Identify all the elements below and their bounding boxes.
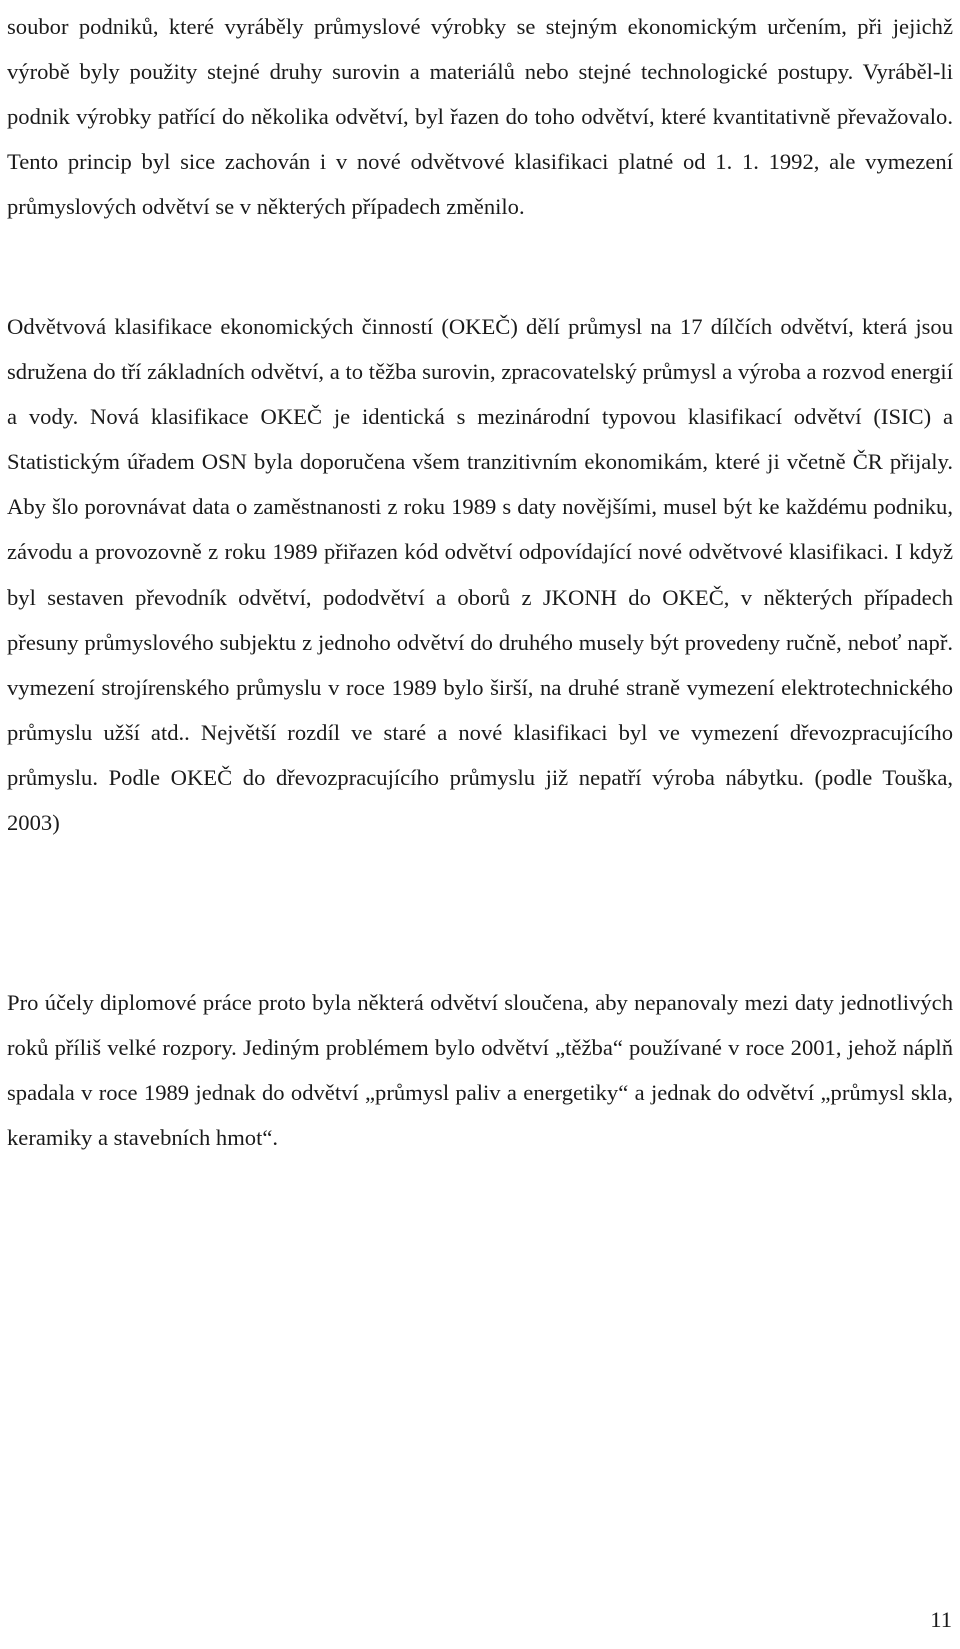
paragraph-thesis-merging-sectors: Pro účely diplomové práce proto byla některá odvětví sloučena, aby nepanovaly mezi daty jednotlivých roků příliš velké rozpory. Jediným problémem bylo odvětví „těžba“ používané v roce 2001, jehož náplň spadala v roce 1989 jednak do odvětví „průmysl paliv a energetiky“ a jednak do odvětví „průmysl skla, keramiky a stavebních hmot“. — [7, 990, 953, 1151]
paragraph-okec-classification: Odvětvová klasifikace ekonomických činností (OKEČ) dělí průmysl na 17 dílčích odvětví, která jsou sdružena do tří základních odvětví, a to těžba surovin, zpracovatelský průmysl a výroba a rozvod energií a vody. Nová klasifikace OKEČ je identická s mezinárodní typovou klasifikací odvětví (ISIC) a Statistickým úřadem OSN byla doporučena všem tranzitivním ekonomikám, které ji včetně ČR přijaly. Aby šlo porovnávat data o zaměstnanosti z roku 1989 s daty novějšími, musel být ke každému podniku, závodu a provozovně z roku 1989 přiřazen kód odvětví odpovídající nové odvětvové klasifikaci. I když byl sestaven převodník odvětví, pododvětví a oborů z JKONH do OKEČ, v některých případech přesuny průmyslového subjektu z jednoho odvětví do druhého musely být provedeny ručně, neboť např. vymezení strojírenského průmyslu v roce 1989 bylo širší, na druhé straně vymezení elektrotechnického průmyslu užší atd.. Největší rozdíl ve staré a nové klasifikaci byl ve vymezení dřevozpracujícího průmyslu. Podle OKEČ do dřevozpracujícího průmyslu již nepatří výroba nábytku. (podle Touška, 2003) — [7, 314, 953, 836]
paragraph-industry-classification-history: soubor podniků, které vyráběly průmyslové výrobky se stejným ekonomickým určením, při jejichž výrobě byly použity stejné druhy surovin a materiálů nebo stejné technologické postupy. Vyráběl-li podnik výrobky patřící do několika odvětví, byl řazen do toho odvětví, které kvantitativně převažovalo. Tento princip byl sice zachován i v nové odvětvové klasifikaci platné od 1. 1. 1992, ale vymezení průmyslových odvětví se v některých případech změnilo. — [7, 14, 953, 220]
page-number: 11 — [930, 1607, 952, 1632]
